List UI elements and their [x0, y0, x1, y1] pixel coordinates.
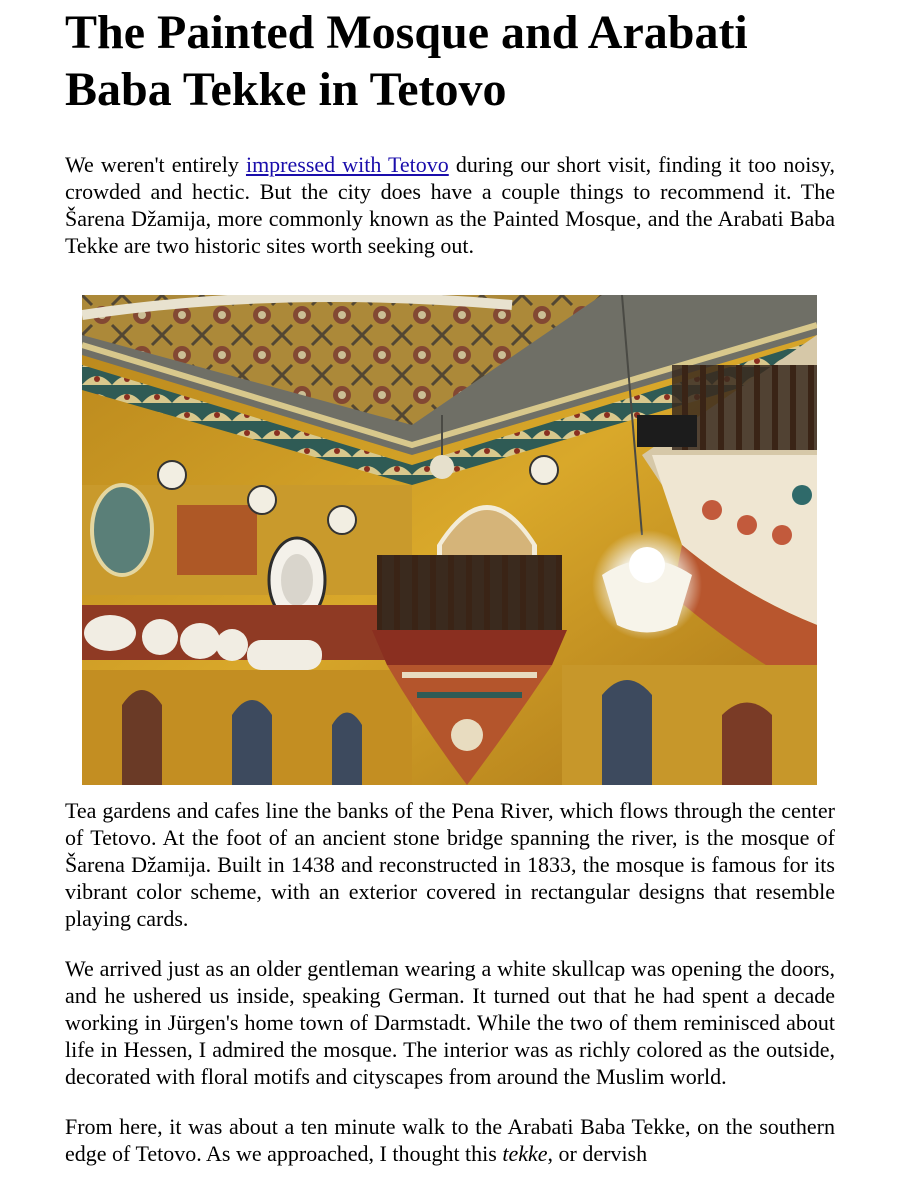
article-title: The Painted Mosque and Arabati Baba Tekke in Tetovo: [65, 6, 748, 116]
mosque-interior-photo: [82, 295, 817, 785]
intro-paragraph: [65, 151, 835, 259]
intro-text-start: We weren't entirely: [65, 152, 246, 177]
intro-text-end: during our short visit, finding it too noisy, crowded and hectic. But the city does have a couple things to recommend it. The Šarena Džamija, more commonly known as the Painted Mosque, and the Arabati Baba Tekke are two historic sites worth seeking out.: [65, 152, 836, 258]
tekke-text-end: , or dervish: [547, 1141, 648, 1166]
tekke-term: tekke: [502, 1141, 548, 1166]
article: [65, 0, 835, 1167]
tetovo-link[interactable]: impressed with Tetovo: [245, 152, 449, 177]
paragraph-tekke: [65, 1113, 835, 1167]
tekke-text-start: From here, it was about a ten minute walk to the Arabati Baba Tekke, on the southern edge of Tetovo. As we approached, I thought this: [65, 1114, 835, 1166]
paragraph-interior: We arrived just as an older gentleman wearing a white skullcap was opening the doors, and he ushered us inside, speaking German. It turned out that he had spent a decade working in Jürgen's home town of Darmstadt. While the two of them reminisced about life in Hessen, I admired the mosque. The interior was as richly colored as the outside, decorated with floral motifs and cityscapes from around the Muslim world.: [65, 956, 835, 1089]
paragraph-pena-river: Tea gardens and cafes line the banks of the Pena River, which flows through the center of Tetovo. At the foot of an ancient stone bridge spanning the river, is the mosque of Šarena Džamija. Built in 1438 and reconstructed in 1833, the mosque is famous for its vibrant color scheme, with an exterior covered in rectangular designs that resemble playing cards.: [65, 798, 835, 931]
